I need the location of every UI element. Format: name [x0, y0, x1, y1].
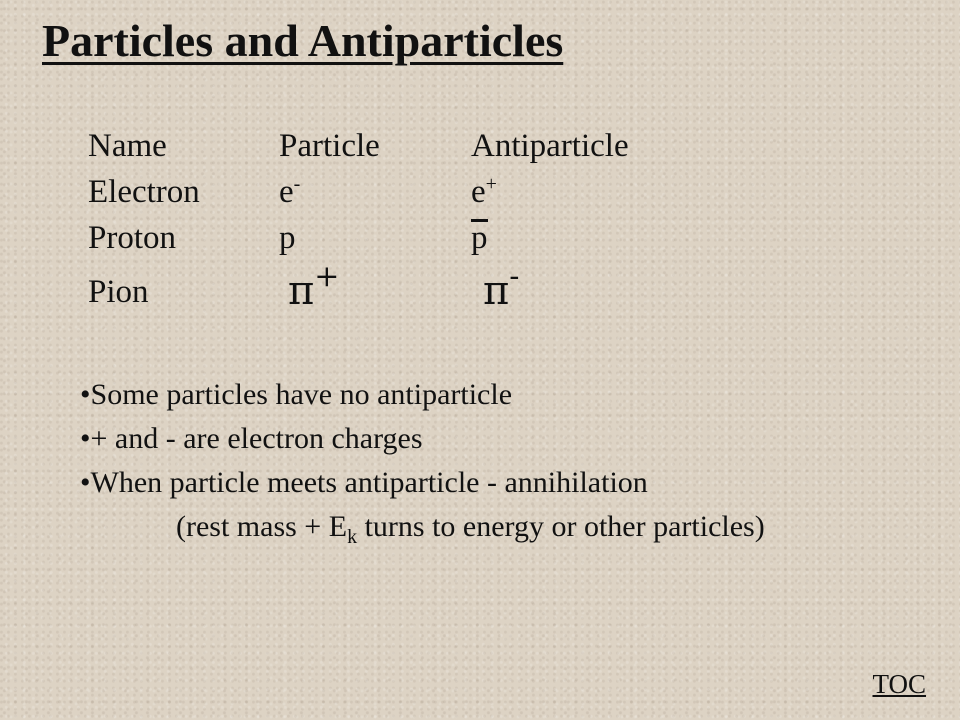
antiproton-overbar: p	[471, 220, 488, 256]
bullet-item: •When particle meets antiparticle - annihilation	[80, 466, 648, 499]
toc-link[interactable]: TOC	[872, 669, 926, 699]
row-antiparticle: e+	[471, 173, 497, 210]
row-antiparticle: π-	[483, 258, 520, 314]
bullet-item: •Some particles have no antiparticle	[80, 378, 513, 411]
header-particle: Particle	[279, 128, 380, 164]
annihilation-note: (rest mass + $E_k$ turns to energy or other particles)	[176, 510, 765, 548]
row-particle: π+	[288, 258, 340, 314]
header-antiparticle: Antiparticle	[471, 128, 629, 164]
bullet-list	[80, 378, 765, 554]
row-name: Electron	[88, 174, 200, 210]
row-antiparticle	[471, 220, 488, 257]
row-name: Pion	[88, 274, 149, 310]
row-particle: p	[279, 220, 296, 256]
bullet-item: •+ and - are electron charges	[80, 422, 423, 455]
row-name: Proton	[88, 220, 177, 256]
row-particle: e-	[279, 173, 301, 210]
header-name: Name	[88, 128, 167, 164]
page-title: Particles and Antiparticles	[42, 15, 564, 66]
